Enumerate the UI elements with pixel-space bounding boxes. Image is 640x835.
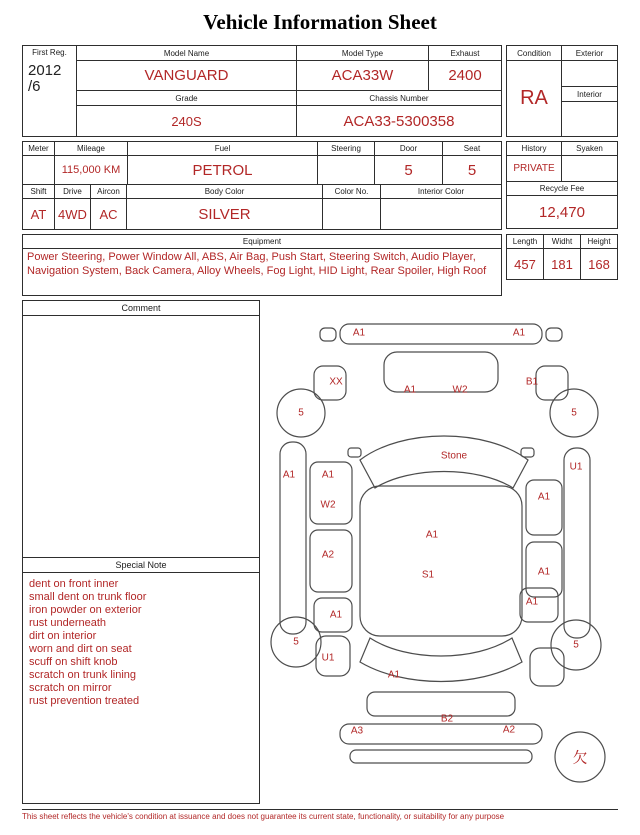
damage-code-label: W2 bbox=[452, 384, 468, 396]
special-note-item: scratch on trunk lining bbox=[29, 669, 136, 681]
right-mirror-shape bbox=[521, 448, 534, 457]
model-type-value: ACA33W bbox=[297, 61, 429, 91]
door-label: Door bbox=[375, 142, 443, 156]
grade-label: Grade bbox=[77, 91, 297, 106]
damage-code-label: A1 bbox=[387, 669, 401, 681]
left-mirror-shape bbox=[348, 448, 361, 457]
condition-label: Condition bbox=[507, 46, 562, 61]
mileage-label: Mileage bbox=[55, 142, 128, 156]
steering-value bbox=[318, 156, 375, 184]
damage-code-label: Stone bbox=[440, 450, 468, 462]
main-row bbox=[22, 300, 618, 805]
special-note-box bbox=[22, 557, 260, 804]
special-note-item: worn and dirt on seat bbox=[29, 643, 132, 655]
interior-label: Interior bbox=[562, 87, 617, 102]
height-label: Height bbox=[581, 235, 617, 249]
chassis-number-value: ACA33-5300358 bbox=[343, 112, 455, 130]
special-note-item: scuff on shift knob bbox=[29, 656, 118, 668]
identity-table bbox=[22, 45, 502, 137]
right-rear-fender-shape bbox=[530, 648, 564, 686]
left-rear-door-shape bbox=[310, 530, 352, 592]
tire-depth-label: 5 bbox=[573, 639, 579, 651]
height-value: 168 bbox=[588, 256, 610, 272]
color-no-label: Color No. bbox=[323, 185, 381, 199]
first-reg-value bbox=[23, 57, 76, 95]
equipment-label: Equipment bbox=[23, 235, 501, 249]
exhaust-label: Exhaust bbox=[429, 46, 501, 61]
notes-column bbox=[22, 300, 260, 804]
aircon-value: AC bbox=[91, 199, 127, 229]
comment-label: Comment bbox=[23, 301, 259, 316]
tire-depth-label: 5 bbox=[571, 407, 577, 419]
exhaust-value: 2400 bbox=[429, 61, 501, 91]
equipment-row bbox=[22, 234, 618, 296]
door-value: 5 bbox=[375, 156, 443, 184]
damage-code-label: A2 bbox=[502, 724, 516, 736]
damage-code-label: S1 bbox=[421, 569, 435, 581]
car-damage-diagram bbox=[264, 300, 618, 805]
damage-code-label: A1 bbox=[329, 609, 343, 621]
hood-shape bbox=[384, 352, 498, 392]
model-name-label: Model Name bbox=[77, 46, 297, 61]
damage-code-label: B1 bbox=[525, 376, 539, 388]
first-reg-year: 2012 bbox=[28, 62, 62, 79]
damage-code-label: A1 bbox=[352, 327, 366, 339]
fuel-label: Fuel bbox=[128, 142, 318, 156]
damage-code-label: A1 bbox=[403, 384, 417, 396]
model-type-label: Model Type bbox=[297, 46, 429, 61]
missing-part-mark: 欠 bbox=[572, 749, 588, 767]
width-label: Widht bbox=[544, 235, 581, 249]
front-bumper-right-end-shape bbox=[546, 328, 562, 341]
rear-window-shape bbox=[360, 638, 522, 682]
aircon-label: Aircon bbox=[91, 185, 127, 199]
special-note-item: rust prevention treated bbox=[29, 695, 140, 707]
condition-value: RA bbox=[507, 61, 562, 136]
special-note-item: small dent on trunk floor bbox=[29, 591, 147, 603]
recycle-fee-value: 12,470 bbox=[539, 203, 585, 221]
tire-depth-label: 5 bbox=[298, 407, 304, 419]
model-name-value: VANGUARD bbox=[77, 61, 297, 91]
rear-lower-strip-shape bbox=[350, 750, 532, 763]
special-note-item: dent on front inner bbox=[29, 578, 119, 590]
damage-code-label: A3 bbox=[350, 725, 364, 737]
front-bumper-left-end-shape bbox=[320, 328, 336, 341]
drive-label: Drive bbox=[55, 185, 91, 199]
special-note-item: scratch on mirror bbox=[29, 682, 112, 694]
equipment-box bbox=[22, 234, 502, 296]
trunk-shape bbox=[367, 692, 515, 716]
tire-depth-label: 5 bbox=[293, 636, 299, 648]
grade-value: 240S bbox=[77, 106, 297, 136]
width-value: 181 bbox=[544, 249, 581, 279]
exterior-value bbox=[562, 61, 617, 87]
first-reg-label: First Reg. bbox=[32, 48, 67, 57]
first-reg-cell bbox=[23, 46, 77, 136]
interior-color-label: Interior Color bbox=[381, 185, 501, 199]
damage-code-label: W2 bbox=[320, 499, 336, 511]
exterior-label: Exterior bbox=[562, 46, 617, 61]
body-color-label: Body Color bbox=[127, 185, 323, 199]
chassis-number-label: Chassis Number bbox=[297, 91, 501, 106]
car-diagram-svg bbox=[264, 300, 618, 805]
front-right-fender-shape bbox=[536, 366, 568, 400]
drive-value: 4WD bbox=[55, 199, 91, 229]
recycle-fee-label: Recycle Fee bbox=[507, 182, 617, 196]
interior-value bbox=[562, 102, 617, 136]
steering-label: Steering bbox=[318, 142, 375, 156]
interior-color-value bbox=[381, 199, 501, 229]
seat-label: Seat bbox=[443, 142, 501, 156]
page-title: Vehicle Information Sheet bbox=[203, 10, 437, 34]
history-table bbox=[506, 141, 618, 229]
damage-code-label: A1 bbox=[425, 529, 439, 541]
mileage-value: 115,000 KM bbox=[55, 156, 128, 184]
length-label: Length bbox=[507, 235, 544, 249]
seat-value: 5 bbox=[467, 161, 477, 179]
windshield-shape bbox=[360, 436, 528, 488]
special-note-item: dirt on interior bbox=[29, 630, 97, 642]
first-reg-month: /6 bbox=[28, 78, 41, 95]
syaken-value bbox=[562, 156, 617, 182]
syaken-label: Syaken bbox=[562, 142, 617, 156]
meter-label: Meter bbox=[23, 142, 55, 156]
special-note-list bbox=[23, 573, 259, 713]
shift-value: AT bbox=[23, 199, 55, 229]
meter-value bbox=[23, 156, 55, 184]
special-note-item: rust underneath bbox=[29, 617, 107, 629]
damage-code-label: A1 bbox=[537, 491, 551, 503]
damage-code-label: A2 bbox=[321, 549, 335, 561]
identity-row bbox=[22, 45, 618, 137]
specs-table-lower bbox=[23, 185, 501, 229]
comment-box bbox=[22, 300, 260, 558]
front-bumper-shape bbox=[340, 324, 542, 344]
damage-code-label: A1 bbox=[525, 596, 539, 608]
history-value: PRIVATE bbox=[507, 156, 562, 182]
cabin-shape bbox=[360, 486, 522, 636]
damage-code-label: A1 bbox=[282, 469, 296, 481]
damage-code-label: U1 bbox=[569, 461, 583, 473]
dimensions-table bbox=[506, 234, 618, 280]
right-rocker-shape bbox=[564, 448, 590, 638]
vehicle-information-sheet bbox=[22, 0, 618, 821]
specs-row bbox=[22, 141, 618, 230]
shift-label: Shift bbox=[23, 185, 55, 199]
damage-code-label: XX bbox=[329, 376, 343, 388]
equipment-value: Power Steering, Power Window All, ABS, Air Bag, Push Start, Steering Switch, Audio Player, Navigation System, Back Camera, Alloy Wheels, Fog Light, HID Light, Rear Spoiler, High Roof bbox=[27, 251, 487, 277]
length-value: 457 bbox=[507, 249, 544, 279]
special-note-item: iron powder on exterior bbox=[29, 604, 142, 616]
right-front-door-shape bbox=[526, 480, 562, 535]
body-color-value: SILVER bbox=[127, 199, 323, 229]
damage-code-label: B2 bbox=[440, 713, 454, 725]
condition-table bbox=[506, 45, 618, 137]
color-no-value bbox=[323, 199, 381, 229]
disclaimer-text: This sheet reflects the vehicle's condition at issuance and does not guarantee its current state, functionality, or suitability for any purpose bbox=[22, 809, 618, 821]
damage-code-label: A1 bbox=[512, 327, 526, 339]
specs-table-upper bbox=[23, 142, 501, 185]
damage-code-label: A1 bbox=[537, 566, 551, 578]
fuel-value: PETROL bbox=[128, 156, 318, 184]
damage-code-label: A1 bbox=[321, 469, 335, 481]
history-label: History bbox=[507, 142, 562, 156]
special-note-label: Special Note bbox=[23, 558, 259, 573]
damage-code-label: U1 bbox=[321, 652, 335, 664]
specs-table bbox=[22, 141, 502, 230]
